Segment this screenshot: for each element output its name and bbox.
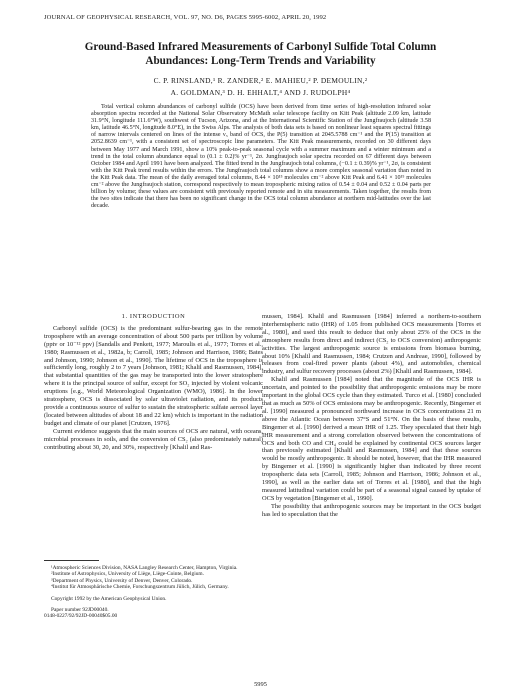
footnote-1: ¹Atmospheric Sciences Division, NASA Langley Research Center, Hampton, Virginia.: [51, 565, 238, 571]
right-paragraph-2: Khalil and Rasmussen [1984] noted that the magnitude of the OCS IHR is uncertain, and pointed to the possibility that anthropogenic emissions may be more important in the global OCS cycle than they estimated. Turco et al. [1980] concluded that as much as 50% of OCS emissions may be anthropogenic. Recently, Bingemer et al. [1990] measured a pronounced northward increase in OCS concentrations 21 m above the Atlantic Ocean between 37°S and 51°N. On the basis of these results, Bingemer et al. [1990] derived a mean IHR of 1.25. They speculated that their high IHR measurement and a strong correlation observed between the concentrations of OCS and both CO and CH₄ could be explained by continental OCS sources larger than previously estimated [Khalil and Rasmussen, 1984] and that these sources would be mostly anthropogenic. It should be noted, however, that the IHR measured by Bingemer et al. [1990] is significantly higher than indicated by three recent tropospheric data sets [Carroll, 1985; Johnson and Harrison, 1986; Johnson et al., 1990], as well as the earlier data set of Torres et al. [1980], and that the high measured latitudinal variation could be part of a seasonal signal caused by uptake of OCS by vegetation [Bingemer et al., 1990].: [262, 376, 481, 502]
authors-line-1: C. P. RINSLAND,¹ R. ZANDER,² E. MAHIEU,² P. DEMOULIN,²: [153, 76, 368, 85]
right-paragraph-1: mussen, 1984]. Khalil and Rasmussen [1984] inferred a northern-to-southern interhemispheric ratio (IHR) of 1.05 from published OCS measurements [Torres et al., 1980], and used this result to deduce that only about 25% of the OCS in the atmosphere results from direct and indirect (CS₂ to OCS conversion) anthropogenic activities. The largest anthropogenic source is emissions from biomass burning, about 10% [Khalil and Rasmussen, 1984; Crutzen and Andreae, 1990], followed by releases from coal-fired power plants (about 4%), and automobiles, chemical industry, and sulfur recovery processes (about 2%) [Khalil and Rasmussen, 1984].: [262, 313, 481, 376]
article-title: [30, 40, 491, 68]
authors-line-2: A. GOLDMAN,³ D. H. EHHALT,⁴ AND J. RUDOLPH⁴: [170, 87, 351, 97]
title-line-2: Abundances: Long-Term Trends and Variability: [145, 55, 376, 67]
footnotes: [44, 565, 263, 620]
right-paragraph-3: The possibility that anthropogenic sources may be important in the OCS budget has led to speculation that the: [262, 502, 481, 518]
footnote-4: ⁴Institut für Atmosphärische Chemie, Forschungszentrum Jülich, Jülich, Germany.: [51, 584, 229, 591]
abstract: [91, 104, 431, 210]
author-list: [30, 75, 491, 98]
intro-paragraph-2: Current evidence suggests that the main sources of OCS are natural, with oceans, microbial processes in soils, and the conversion of CS₂ (also predominately natural) contributing about 30, 20, and 30%, respectively [Khalil and Ras-: [44, 427, 263, 451]
footnote-2: ²Institute of Astrophysics, University of Liège, Liège-Cointe, Belgium.: [51, 571, 204, 578]
left-column: [44, 313, 263, 451]
copyright-notice: Copyright 1992 by the American Geophysical Union.: [51, 595, 167, 602]
footnote-3: ³Department of Physics, University of Denver, Denver, Colorado.: [51, 577, 193, 584]
footnote-rule: [44, 560, 99, 561]
right-column: [262, 313, 481, 519]
title-line-1: Ground-Based Infrared Measurements of Carbonyl Sulfide Total Column: [84, 41, 437, 53]
issn-code: 0148-0227/92/92JD-00040$05.00: [44, 613, 118, 620]
page-number: 5995: [254, 681, 267, 688]
abstract-text: Total vertical column abundances of carbonyl sulfide (OCS) have been derived from time series of high-resolution infrared solar absorption spectra recorded at the National Solar Observatory McMath solar telescope facility on Kitt Peak (altitude 2.09 km, latitude 31.9°N, longitude 111.6°W), southwest of Tucson, Arizona, and at the International Scientific Station of the Jungfraujoch (altitude 3.58 km, latitude 46.5°N, longitude 8.0°E), in the Swiss Alps. The analysis of both data sets is based on nonlinear least squares spectral fittings of narrow intervals centered on lines of the intense ν₃ band of OCS, the P(5) transition at 2045.5788 cm⁻¹ and the P(15) transition at 2052.8639 cm⁻¹, with a consistent set of spectroscopic line parameters. The Kitt Peak measurements, recorded on 30 different days between May 1977 and March 1991, show a 10% peak-to-peak seasonal cycle with a summer maximum and a winter minimum and a trend in the total column abundance equal to (0.1 ± 0.2)% yr⁻¹, 2σ. Jungfraujoch solar spectra recorded on 67 different days between October 1984 and April 1991 have been analyzed. The fitted trend in the Jungfraujoch total columns, (−0.1 ± 0.39)% yr⁻¹, 2σ, is consistent with the Kitt Peak trend results within the errors. The Jungfraujoch total columns show a more complex seasonal variation than noted in the Kitt Peak data. The mean of the daily averaged total columns, 8.44 × 10¹⁵ molecules cm⁻² above Kitt Peak and 6.41 × 10¹⁵ molecules cm⁻² above the Jungfraujoch station, correspond respectively to mean tropospheric mixing ratios of 0.54 ± 0.04 and 0.52 ± 0.04 parts per billion by volume; these values are consistent with previously reported remote and in situ measurements. Taken together, the results from the two sites indicate that there has been no significant change in the OCS total column abundance at northern mid-latitudes over the last decade.: [91, 104, 431, 210]
paper-number: Paper number 92JD00040.: [51, 607, 109, 614]
running-head: JOURNAL OF GEOPHYSICAL RESEARCH, VOL. 97, NO. D6, PAGES 5995-6002, APRIL 20, 1992: [44, 14, 327, 21]
section-heading-introduction: 1. INTRODUCTION: [121, 313, 186, 320]
intro-paragraph-1: Carbonyl sulfide (OCS) is the predominant sulfur-bearing gas in the remote troposphere with an average concentration of about 500 parts per trillion by volume (pptv or 10⁻¹² ppv) [Sandalls and Penkett, 1977; Maroulis et al., 1977; Torres et al., 1980; Rasmussen et al., 1982a, b; Carroll, 1985; Johnson and Harrison, 1986; Bates and Johnson, 1990; Johnson et al., 1990]. The lifetime of OCS in the troposphere is sufficiently long, roughly 2 to 7 years [Johnson, 1981; Khalil and Rasmussen, 1984], that substantial quantities of the gas may be transported into the lower stratosphere where it is the principal source of sulfur, except for SO₂ injected by violent volcanic eruptions [e.g., World Meteorological Organization (WMO), 1986]. In the lower stratosphere, OCS is dissociated by solar ultraviolet radiation, and its products provide a continuous source of sulfur to sustain the stratospheric sulfate aerosol layer (located between altitudes of about 18 and 22 km) which is important in the radiation budget and climate of our planet [Crutzen, 1976].: [44, 324, 263, 427]
